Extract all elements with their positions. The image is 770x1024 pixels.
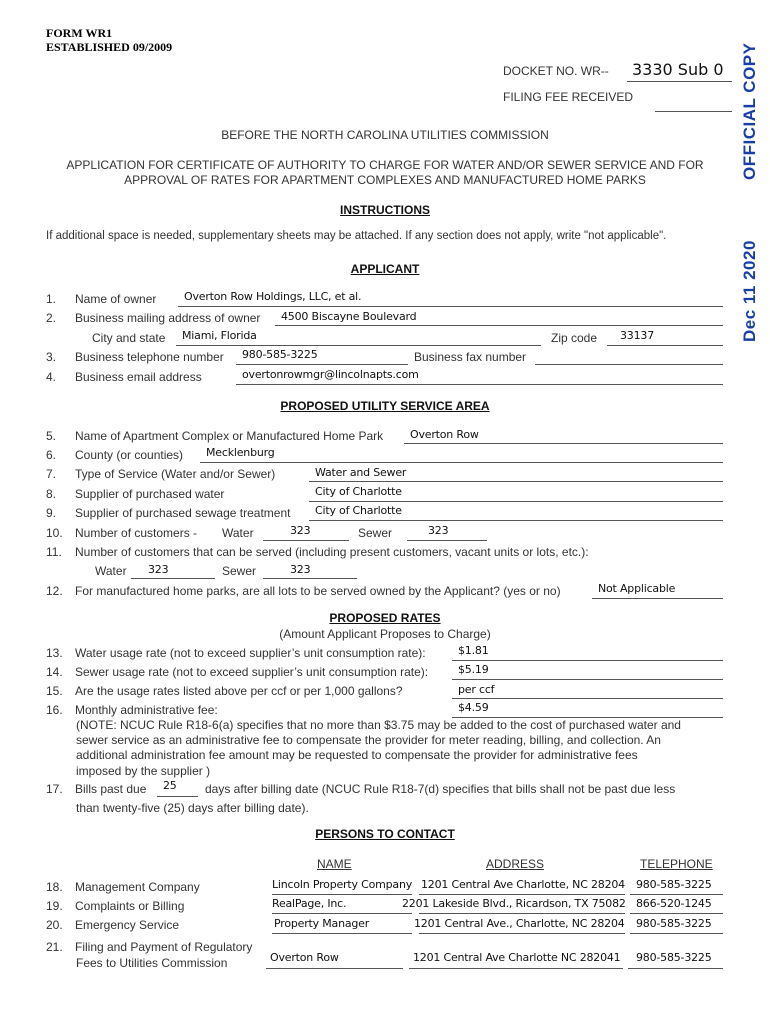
water-rate-field[interactable]	[452, 660, 723, 661]
col-address-header: ADDRESS	[486, 857, 545, 871]
email-value[interactable]: overtonrowmgr@lincolnapts.com	[242, 368, 419, 381]
sewage-supplier-value[interactable]: City of Charlotte	[315, 504, 402, 517]
q8-num: 8.	[46, 487, 57, 501]
q20-num: 20.	[46, 918, 63, 932]
q21-phone-field[interactable]	[628, 968, 723, 969]
email-field[interactable]	[236, 384, 723, 385]
q13-num: 13.	[46, 646, 63, 660]
q21-num: 21.	[46, 940, 63, 954]
rates-heading: PROPOSED RATES	[329, 611, 441, 625]
date-stamp: Dec 11 2020	[740, 240, 759, 342]
q18-address[interactable]: 1201 Central Ave Charlotte, NC 28204	[421, 878, 625, 891]
q20-name-field[interactable]	[272, 933, 412, 934]
q21-label-line2: Fees to Utilities Commission	[76, 956, 228, 970]
q21-phone[interactable]: 980-585-3225	[636, 951, 712, 964]
q16-note-line3: additional administration fee amount may be requested to compensate the provider for administrative fees	[76, 748, 638, 762]
q20-address-field[interactable]	[419, 933, 625, 934]
q3-label: Business telephone number	[75, 350, 224, 364]
rate-unit-field[interactable]	[452, 698, 723, 699]
q21-label: Filing and Payment of Regulatory	[75, 940, 253, 954]
q12-num: 12.	[46, 584, 63, 598]
applicant-heading: APPLICANT	[350, 262, 420, 276]
water-rate-value[interactable]: $1.81	[458, 644, 489, 657]
q19-address-field[interactable]	[419, 913, 625, 914]
q11-water-value[interactable]: 323	[148, 563, 169, 576]
past-due-days-field[interactable]	[157, 796, 198, 797]
admin-fee-value[interactable]: $4.59	[458, 701, 489, 714]
q5-num: 5.	[46, 429, 57, 443]
col-phone-header: TELEPHONE	[640, 857, 713, 871]
q12-label: For manufactured home parks, are all lots to be served owned by the Applicant? (yes or no)	[75, 584, 561, 598]
mailing-address-value[interactable]: 4500 Biscayne Boulevard	[281, 310, 417, 323]
q9-num: 9.	[46, 506, 57, 520]
q20-phone[interactable]: 980-585-3225	[636, 917, 712, 930]
q11-sewer-label: Sewer	[222, 564, 257, 578]
q12-value[interactable]: Not Applicable	[598, 582, 676, 595]
q18-label: Management Company	[75, 880, 200, 894]
q18-num: 18.	[46, 880, 63, 894]
q6-label: County (or counties)	[75, 448, 184, 462]
contacts-heading: PERSONS TO CONTACT	[315, 827, 455, 841]
q11-sewer-field[interactable]	[263, 578, 357, 579]
water-supplier-value[interactable]: City of Charlotte	[315, 485, 402, 498]
filing-fee-field[interactable]	[655, 111, 732, 112]
q6-num: 6.	[46, 448, 57, 462]
q13-label: Water usage rate (not to exceed supplier’s unit consumption rate):	[75, 646, 426, 660]
q17-num: 17.	[46, 782, 63, 796]
county-value[interactable]: Mecklenburg	[206, 446, 275, 459]
q5-label: Name of Apartment Complex or Manufactured Home Park	[75, 429, 384, 443]
q9-label: Supplier of purchased sewage treatment	[75, 506, 291, 520]
rate-unit-value[interactable]: per ccf	[458, 683, 495, 696]
q2-label: Business mailing address of owner	[75, 311, 261, 325]
q1-num: 1.	[46, 292, 57, 306]
complex-name-field[interactable]	[404, 443, 723, 444]
water-supplier-field[interactable]	[309, 501, 723, 502]
instructions-text: If additional space is needed, supplementary sheets may be attached. If any section does not apply, write "not applicable".	[46, 230, 667, 242]
q10-sewer-field[interactable]	[407, 540, 487, 541]
complex-name-value[interactable]: Overton Row	[410, 428, 479, 441]
q10-water-field[interactable]	[263, 540, 349, 541]
q21-address[interactable]: 1201 Central Ave Charlotte NC 282041	[413, 951, 621, 964]
owner-name-value[interactable]: Overton Row Holdings, LLC, et al.	[184, 290, 362, 303]
zip-label: Zip code	[551, 331, 598, 345]
application-title-line1: APPLICATION FOR CERTIFICATE OF AUTHORITY TO CHARGE FOR WATER AND/OR SEWER SERVICE AND FOR	[66, 158, 704, 172]
q16-num: 16.	[46, 703, 63, 717]
q16-note-line4: imposed by the supplier )	[76, 764, 211, 778]
sewage-supplier-field[interactable]	[309, 520, 723, 521]
q10-num: 10.	[46, 526, 63, 540]
service-type-value[interactable]: Water and Sewer	[315, 466, 407, 479]
q18-address-field[interactable]	[419, 894, 625, 895]
q20-name[interactable]: Property Manager	[274, 917, 370, 930]
q11-water-label: Water	[95, 564, 127, 578]
phone-value[interactable]: 980-585-3225	[242, 348, 318, 361]
form-id: FORM WR1	[46, 26, 113, 40]
q10-water-value[interactable]: 323	[290, 524, 311, 537]
q19-phone[interactable]: 866-520-1245	[636, 897, 712, 910]
instructions-heading: INSTRUCTIONS	[340, 203, 430, 217]
q10-sewer-label: Sewer	[358, 526, 393, 540]
q19-name[interactable]: RealPage, Inc.	[272, 897, 347, 910]
q8-label: Supplier of purchased water	[75, 487, 225, 501]
q7-label: Type of Service (Water and/or Sewer)	[75, 467, 276, 481]
rates-subheading: (Amount Applicant Proposes to Charge)	[279, 627, 491, 641]
q14-label: Sewer usage rate (not to exceed supplier’s unit consumption rate):	[75, 665, 429, 679]
docket-underline	[627, 81, 732, 82]
application-title-line2: APPROVAL OF RATES FOR APARTMENT COMPLEXES AND MANUFACTURED HOME PARKS	[124, 173, 646, 187]
q10-water-label: Water	[222, 526, 254, 540]
mailing-address-field[interactable]	[275, 325, 723, 326]
q17-label-pre: Bills past due	[75, 782, 147, 796]
q17-label-post: days after billing date (NCUC Rule R18-7(d) specifies that bills shall not be past due less	[205, 782, 676, 796]
service-area-heading: PROPOSED UTILITY SERVICE AREA	[280, 399, 490, 413]
zip-value[interactable]: 33137	[620, 329, 654, 342]
q4-label: Business email address	[75, 370, 202, 384]
past-due-days-value[interactable]: 25	[163, 779, 177, 792]
county-field[interactable]	[200, 462, 723, 463]
q14-num: 14.	[46, 665, 63, 679]
q16-note-line1: (NOTE: NCUC Rule R18-6(a) specifies that no more than $3.75 may be added to the cost of purchased water and	[76, 718, 681, 732]
q20-label: Emergency Service	[75, 918, 180, 932]
form-established: ESTABLISHED 09/2009	[46, 40, 173, 54]
q16-note-line2: sewer service as an administrative fee to compensate the provider for meter reading, billing, and collection. An	[76, 733, 661, 747]
q3-num: 3.	[46, 350, 57, 364]
zip-field[interactable]	[607, 345, 723, 346]
fax-field[interactable]	[535, 364, 723, 365]
q21-name[interactable]: Overton Row	[270, 951, 339, 964]
q1-label: Name of owner	[75, 292, 157, 306]
q10-sewer-value[interactable]: 323	[428, 524, 449, 537]
q19-name-field[interactable]	[272, 913, 412, 914]
docket-label: DOCKET NO. WR--	[503, 64, 609, 78]
commission-title: BEFORE THE NORTH CAROLINA UTILITIES COMMISSION	[221, 128, 549, 142]
sewer-rate-field[interactable]	[452, 679, 723, 680]
city-field[interactable]	[176, 345, 541, 346]
q18-name-field[interactable]	[272, 894, 412, 895]
q19-label: Complaints or Billing	[75, 899, 185, 913]
q15-label: Are the usage rates listed above per ccf or per 1,000 gallons?	[75, 684, 403, 698]
q2-num: 2.	[46, 311, 57, 325]
q19-phone-field[interactable]	[630, 913, 723, 914]
q16-label: Monthly administrative fee:	[75, 703, 218, 717]
q10-label: Number of customers -	[75, 526, 198, 540]
owner-name-field[interactable]	[178, 306, 723, 307]
fax-label: Business fax number	[414, 350, 527, 364]
q18-name[interactable]: Lincoln Property Company	[272, 878, 413, 891]
q21-address-field[interactable]	[409, 968, 623, 969]
q7-num: 7.	[46, 467, 57, 481]
q20-phone-field[interactable]	[630, 933, 723, 934]
phone-field[interactable]	[236, 364, 408, 365]
q12-field[interactable]	[592, 598, 723, 599]
sewer-rate-value[interactable]: $5.19	[458, 663, 489, 676]
filing-fee-label: FILING FEE RECEIVED	[503, 90, 634, 104]
official-copy-stamp: OFFICIAL COPY	[740, 42, 759, 180]
col-name-header: NAME	[317, 857, 352, 871]
q20-address[interactable]: 1201 Central Ave., Charlotte, NC 28204	[414, 917, 625, 930]
q15-num: 15.	[46, 684, 63, 698]
q19-address[interactable]: 2201 Lakeside Blvd., Ricardson, TX 75082	[402, 897, 626, 910]
q11-num: 11.	[46, 545, 62, 559]
q21-name-field[interactable]	[266, 968, 403, 969]
q18-phone-field[interactable]	[630, 894, 723, 895]
city-label: City and state	[92, 331, 166, 345]
q4-num: 4.	[46, 370, 57, 384]
q17-label-line2: than twenty-five (25) days after billing date).	[76, 801, 309, 815]
docket-value[interactable]: 3330 Sub 0	[632, 60, 724, 79]
city-value[interactable]: Miami, Florida	[182, 329, 257, 342]
q11-label: Number of customers that can be served (including present customers, vacant units or lots, etc.):	[75, 545, 589, 559]
q11-water-field[interactable]	[131, 578, 215, 579]
q19-num: 19.	[46, 899, 63, 913]
q18-phone[interactable]: 980-585-3225	[636, 878, 712, 891]
service-type-field[interactable]	[309, 481, 723, 482]
q11-sewer-value[interactable]: 323	[290, 563, 311, 576]
